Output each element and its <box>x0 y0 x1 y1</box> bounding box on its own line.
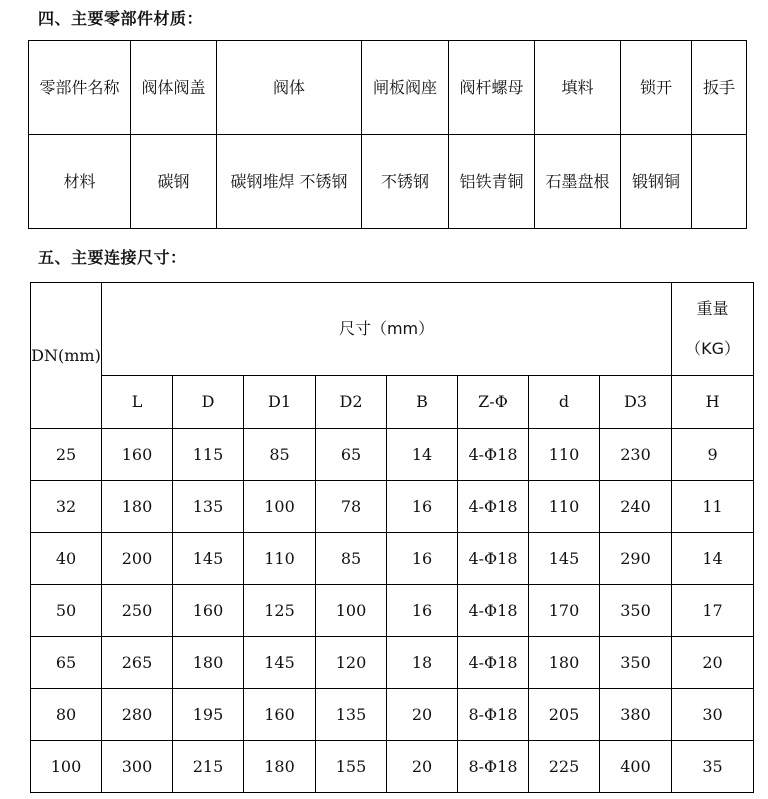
table-cell: 85 <box>244 429 316 481</box>
materials-header-cell: 零部件名称 <box>29 41 131 135</box>
table-cell: 8-Φ18 <box>458 689 529 741</box>
table-cell: 65 <box>316 429 387 481</box>
table-cell: 180 <box>102 481 173 533</box>
materials-header-cell: 阀体 <box>217 41 362 135</box>
table-cell: 240 <box>600 481 672 533</box>
table-cell: 16 <box>387 481 458 533</box>
table-row <box>31 429 754 481</box>
table-cell: 135 <box>173 481 244 533</box>
dn-cell: 80 <box>31 689 102 741</box>
table-cell: 9 <box>672 429 754 481</box>
table-cell: 11 <box>672 481 754 533</box>
table-cell: 225 <box>529 741 600 793</box>
table-cell: 250 <box>102 585 173 637</box>
table-cell: 78 <box>316 481 387 533</box>
materials-cell: 不锈钢 <box>362 135 449 229</box>
column-header: D2 <box>316 376 387 429</box>
table-cell: 280 <box>102 689 173 741</box>
table-cell: 120 <box>316 637 387 689</box>
table-cell: 110 <box>529 429 600 481</box>
dn-cell: 40 <box>31 533 102 585</box>
column-header: L <box>102 376 173 429</box>
dn-header: DN(mm) <box>31 283 102 429</box>
table-cell: 20 <box>387 741 458 793</box>
table-cell: 35 <box>672 741 754 793</box>
table-cell: 4-Φ18 <box>458 429 529 481</box>
table-cell: 20 <box>672 637 754 689</box>
dimensions-header-row <box>31 283 754 376</box>
materials-cell: 铝铁青铜 <box>449 135 535 229</box>
table-cell: 180 <box>244 741 316 793</box>
table-cell: 350 <box>600 585 672 637</box>
table-cell: 350 <box>600 637 672 689</box>
materials-cell: 锻钢铜 <box>621 135 692 229</box>
column-header: D <box>173 376 244 429</box>
table-cell: 290 <box>600 533 672 585</box>
table-cell: 155 <box>316 741 387 793</box>
table-row <box>31 741 754 793</box>
table-cell: 145 <box>244 637 316 689</box>
table-row <box>31 533 754 585</box>
table-row <box>31 637 754 689</box>
table-cell: 16 <box>387 533 458 585</box>
table-cell: 160 <box>102 429 173 481</box>
table-cell: 4-Φ18 <box>458 637 529 689</box>
weight-header: 重量（KG） <box>672 283 754 376</box>
table-cell: 230 <box>600 429 672 481</box>
table-cell: 180 <box>529 637 600 689</box>
table-cell: 265 <box>102 637 173 689</box>
dimensions-table <box>30 282 754 793</box>
column-header: H <box>672 376 754 429</box>
table-cell: 135 <box>316 689 387 741</box>
table-cell: 4-Φ18 <box>458 585 529 637</box>
materials-header-cell: 填料 <box>535 41 621 135</box>
table-cell: 18 <box>387 637 458 689</box>
table-cell: 4-Φ18 <box>458 533 529 585</box>
column-header: d <box>529 376 600 429</box>
table-cell: 215 <box>173 741 244 793</box>
materials-cell: 材料 <box>29 135 131 229</box>
materials-header-cell: 扳手 <box>692 41 747 135</box>
table-cell: 145 <box>173 533 244 585</box>
table-cell: 4-Φ18 <box>458 481 529 533</box>
table-cell: 180 <box>173 637 244 689</box>
dn-cell: 32 <box>31 481 102 533</box>
column-header: D3 <box>600 376 672 429</box>
table-cell: 16 <box>387 585 458 637</box>
table-cell: 160 <box>173 585 244 637</box>
table-cell: 85 <box>316 533 387 585</box>
section5-heading: 五、主要连接尺寸： <box>38 248 187 267</box>
column-header: B <box>387 376 458 429</box>
table-cell: 205 <box>529 689 600 741</box>
table-cell: 14 <box>672 533 754 585</box>
materials-header-row <box>29 41 747 135</box>
table-cell: 145 <box>529 533 600 585</box>
dn-cell: 100 <box>31 741 102 793</box>
table-cell: 110 <box>244 533 316 585</box>
materials-header-cell: 阀杆螺母 <box>449 41 535 135</box>
section4-heading: 四、主要零部件材质： <box>38 9 204 28</box>
table-row <box>31 689 754 741</box>
materials-cell: 碳钢 <box>131 135 217 229</box>
table-cell: 300 <box>102 741 173 793</box>
table-cell: 8-Φ18 <box>458 741 529 793</box>
dimensions-body <box>31 429 754 793</box>
table-cell: 380 <box>600 689 672 741</box>
dn-cell: 65 <box>31 637 102 689</box>
table-cell: 110 <box>529 481 600 533</box>
column-header: D1 <box>244 376 316 429</box>
materials-cell <box>692 135 747 229</box>
dn-cell: 25 <box>31 429 102 481</box>
table-cell: 195 <box>173 689 244 741</box>
table-cell: 20 <box>387 689 458 741</box>
materials-header-cell: 闸板阀座 <box>362 41 449 135</box>
materials-cell: 碳钢堆焊 不锈钢 <box>217 135 362 229</box>
table-cell: 170 <box>529 585 600 637</box>
table-cell: 14 <box>387 429 458 481</box>
table-cell: 100 <box>316 585 387 637</box>
table-row <box>31 481 754 533</box>
table-cell: 125 <box>244 585 316 637</box>
table-cell: 30 <box>672 689 754 741</box>
size-header: 尺寸（mm） <box>102 283 672 376</box>
materials-header-cell: 锁开 <box>621 41 692 135</box>
dn-cell: 50 <box>31 585 102 637</box>
table-cell: 200 <box>102 533 173 585</box>
table-cell: 115 <box>173 429 244 481</box>
table-cell: 400 <box>600 741 672 793</box>
table-row <box>31 585 754 637</box>
materials-cell: 石墨盘根 <box>535 135 621 229</box>
dimensions-columns-row <box>31 376 754 429</box>
table-cell: 17 <box>672 585 754 637</box>
table-cell: 100 <box>244 481 316 533</box>
column-header: Z-Φ <box>458 376 529 429</box>
materials-table <box>28 40 747 229</box>
materials-row <box>29 135 747 229</box>
materials-header-cell: 阀体阀盖 <box>131 41 217 135</box>
table-cell: 160 <box>244 689 316 741</box>
